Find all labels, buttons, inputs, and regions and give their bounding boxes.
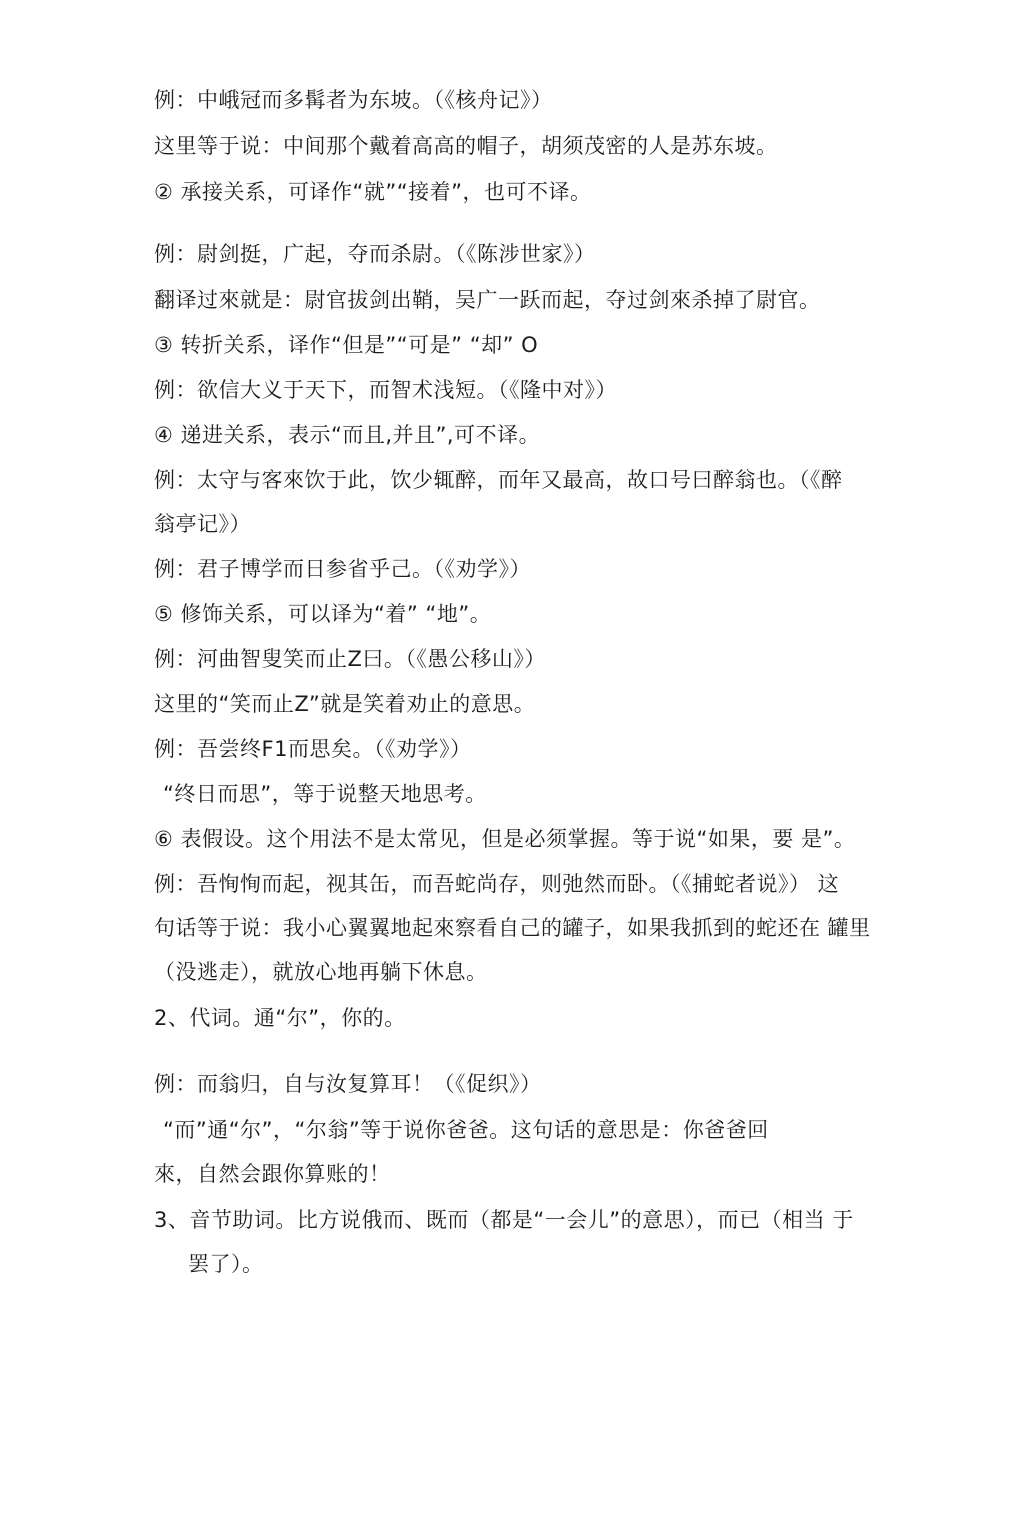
text-line: 这里的“笑而止Z”就是笑着劝止的意思。 [154, 692, 536, 716]
text-line: 例：尉剑挺，广起，夺而杀尉。（《陈涉世家》） [154, 242, 596, 266]
text-line: 例：君子博学而日参省乎己。（《劝学》） [154, 557, 531, 581]
text-line: 这里等于说：中间那个戴着高高的帽子，胡须茂密的人是苏东坡。 [154, 134, 778, 158]
text-line: ③ 转折关系，译作“但是”“可是” “却” O [154, 333, 539, 357]
text-line: 2、代词。通“尔”，你的。 [154, 1006, 406, 1030]
text-line: 例：欲信大义于天下，而智术浅短。（《隆中对》） [154, 378, 617, 402]
text-line: 例：而翁归，自与汝复算耳！（《促织》） [154, 1072, 542, 1096]
text-line: 例：太守与客來饮于此，饮少辄醉，而年又最高，故口号曰醉翁也。（《醉 [154, 468, 843, 492]
text-line: 翻译过來就是：尉官拔剑出鞘，吴广一跃而起，夺过剑來杀掉了尉官。 [154, 288, 821, 312]
text-line: “而”通“尔”，“尔翁”等于说你爸爸。这句话的意思是：你爸爸回 [163, 1118, 769, 1142]
text-line: 翁亭记》） [154, 512, 251, 536]
text-line: 來，自然会跟你算账的！ [154, 1162, 391, 1186]
text-line: 例：吾恂恂而起，视其缶，而吾蛇尚存，则弛然而卧。（《捕蛇者说》） 这 [154, 872, 840, 896]
text-line: ② 承接关系，可译作“就”“接着”，也可不译。 [154, 180, 592, 204]
text-line: ⑥ 表假设。这个用法不是太常见，但是必须掌握。等于说“如果，要 是”。 [154, 827, 856, 851]
text-line: ⑤ 修饰关系，可以译为“着” “地”。 [154, 602, 492, 626]
text-line: 句话等于说：我小心翼翼地起來察看自己的罐子，如果我抓到的蛇还在 罐里 [154, 916, 871, 940]
text-line: 例：吾尝终F1而思矣。（《劝学》） [154, 737, 472, 761]
text-line: “终日而思”，等于说整天地思考。 [163, 782, 487, 806]
text-line: 罢了）。 [188, 1252, 264, 1276]
text-line: 例：河曲智叟笑而止Z曰。（《愚公移山》） [154, 647, 546, 671]
text-line: （没逃走），就放心地再躺下休息。 [154, 960, 488, 984]
text-line: 3、音节助词。比方说俄而、既而（都是“一会儿”的意思），而已（相当 于 [154, 1208, 854, 1232]
text-line: ④ 递进关系，表示“而且,并且”,可不译。 [154, 423, 541, 447]
text-line: 例：中峨冠而多髯者为东坡。（《核舟记》） [154, 88, 553, 112]
